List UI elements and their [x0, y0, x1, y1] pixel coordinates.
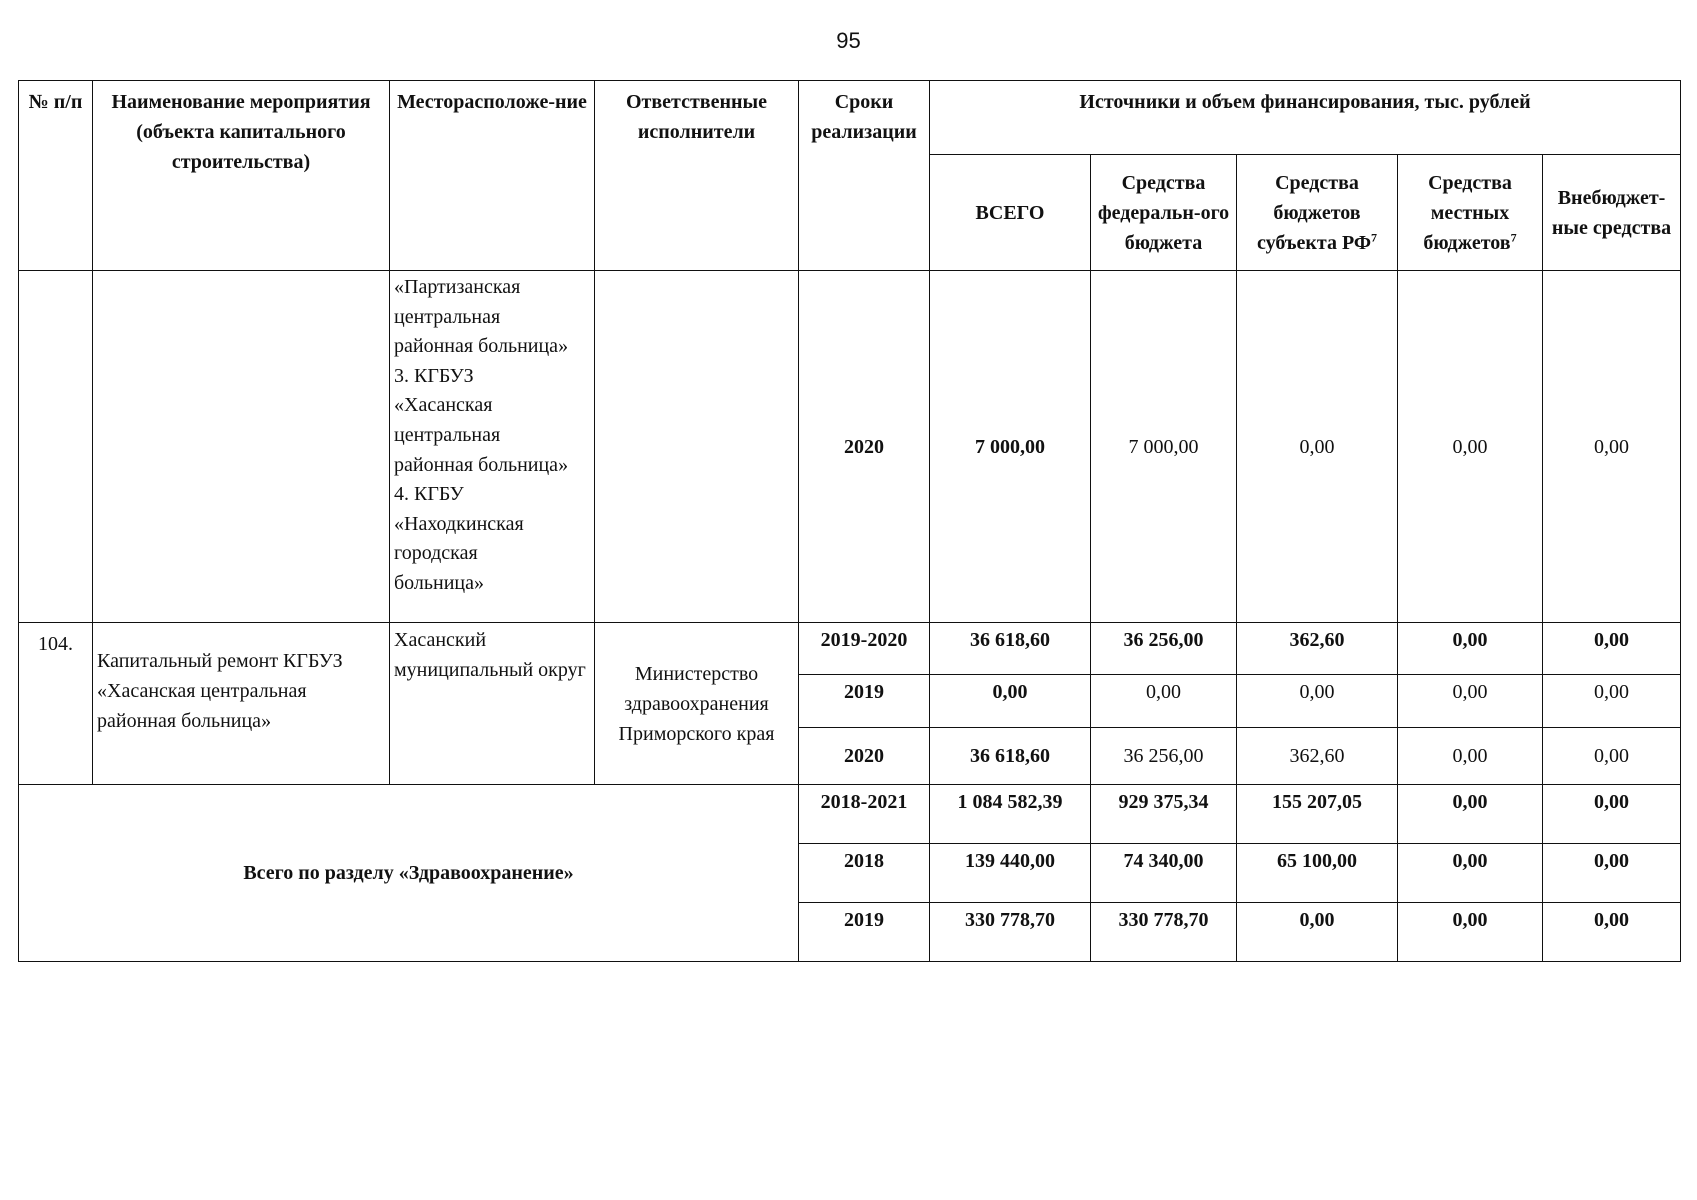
location-line: «Находкинская [394, 512, 524, 535]
cell-local: 0,00 [1398, 844, 1543, 903]
cell-subject: 0,00 [1237, 675, 1398, 728]
header-total: ВСЕГО [930, 155, 1091, 271]
header-sources: Источники и объем финансирования, тыс. рублей [930, 81, 1681, 155]
cell-name [93, 271, 390, 623]
cell-federal: 36 256,00 [1091, 623, 1237, 675]
cell-federal: 74 340,00 [1091, 844, 1237, 903]
cell-extra: 0,00 [1543, 675, 1681, 728]
cell-year: 2019 [799, 903, 930, 962]
cell-federal: 929 375,34 [1091, 785, 1237, 844]
table-row [19, 623, 1681, 675]
header-subject [1237, 155, 1398, 271]
table-row [19, 785, 1681, 844]
location-line: городская [394, 542, 478, 565]
cell-extra: 0,00 [1543, 728, 1681, 785]
cell-local: 0,00 [1398, 623, 1543, 675]
cell-subject: 155 207,05 [1237, 785, 1398, 844]
page-number: 95 [836, 28, 861, 53]
cell-local: 0,00 [1398, 271, 1543, 623]
cell-year: 2019 [799, 675, 930, 728]
cell-executor: Министерство здравоохранения Приморского края [595, 623, 799, 785]
location-line: 4. КГБУ [394, 483, 464, 506]
cell-federal: 0,00 [1091, 675, 1237, 728]
location-line: районная больница» [394, 335, 569, 358]
cell-year: 2020 [799, 271, 930, 623]
cell-extra: 0,00 [1543, 623, 1681, 675]
location-line: больница» [394, 571, 484, 594]
location-line: «Хасанская [394, 394, 493, 417]
header-executors: Ответственные исполнители [595, 81, 799, 271]
location-line: районная больница» [394, 453, 569, 476]
financing-table [18, 80, 1681, 962]
header-location: Месторасположе-ние [390, 81, 595, 271]
cell-year: 2018 [799, 844, 930, 903]
cell-federal: 36 256,00 [1091, 728, 1237, 785]
cell-location: Хасанский муниципальный округ [390, 623, 595, 785]
cell-subject: 362,60 [1237, 623, 1398, 675]
cell-federal: 330 778,70 [1091, 903, 1237, 962]
header-extra: Внебюджет-ные средства [1543, 155, 1681, 271]
cell-year: 2018-2021 [799, 785, 930, 844]
cell-total: 36 618,60 [930, 728, 1091, 785]
cell-extra: 0,00 [1543, 785, 1681, 844]
cell-extra: 0,00 [1543, 903, 1681, 962]
header-local-note: 7 [1510, 229, 1517, 244]
cell-subject: 362,60 [1237, 728, 1398, 785]
cell-subject: 65 100,00 [1237, 844, 1398, 903]
header-subject-label: Средства бюджетов субъекта РФ [1256, 171, 1372, 254]
cell-total: 330 778,70 [930, 903, 1091, 962]
header-number: № п/п [19, 81, 93, 271]
cell-total: 7 000,00 [930, 271, 1091, 623]
cell-total: 0,00 [930, 675, 1091, 728]
header-terms: Сроки реализации [799, 81, 930, 271]
cell-number: 104. [19, 623, 93, 785]
cell-extra: 0,00 [1543, 271, 1681, 623]
header-subject-note: 7 [1371, 229, 1378, 244]
cell-extra: 0,00 [1543, 844, 1681, 903]
header-local [1398, 155, 1543, 271]
cell-federal: 7 000,00 [1091, 271, 1237, 623]
cell-year: 2020 [799, 728, 930, 785]
table-row [19, 271, 1681, 623]
cell-subject: 0,00 [1237, 271, 1398, 623]
cell-total: 36 618,60 [930, 623, 1091, 675]
header-local-label: Средства местных бюджетов [1423, 171, 1512, 254]
cell-local: 0,00 [1398, 785, 1543, 844]
cell-name: Капитальный ремонт КГБУЗ «Хасанская центральная районная больница» [93, 623, 390, 785]
header-federal: Средства федеральн-ого бюджета [1091, 155, 1237, 271]
cell-total: 1 084 582,39 [930, 785, 1091, 844]
cell-subject: 0,00 [1237, 903, 1398, 962]
cell-total: 139 440,00 [930, 844, 1091, 903]
cell-local: 0,00 [1398, 675, 1543, 728]
cell-executor [595, 271, 799, 623]
header-name: Наименование мероприятия (объекта капитального строительства) [93, 81, 390, 271]
cell-location [390, 271, 595, 623]
location-line: центральная [394, 423, 501, 446]
cell-local: 0,00 [1398, 903, 1543, 962]
location-line: «Партизанская [394, 276, 521, 298]
cell-number [19, 271, 93, 623]
location-line: 3. КГБУЗ [394, 364, 474, 387]
section-total-label: Всего по разделу «Здравоохранение» [19, 785, 799, 962]
cell-year: 2019-2020 [799, 623, 930, 675]
cell-local: 0,00 [1398, 728, 1543, 785]
location-line: центральная [394, 305, 501, 328]
